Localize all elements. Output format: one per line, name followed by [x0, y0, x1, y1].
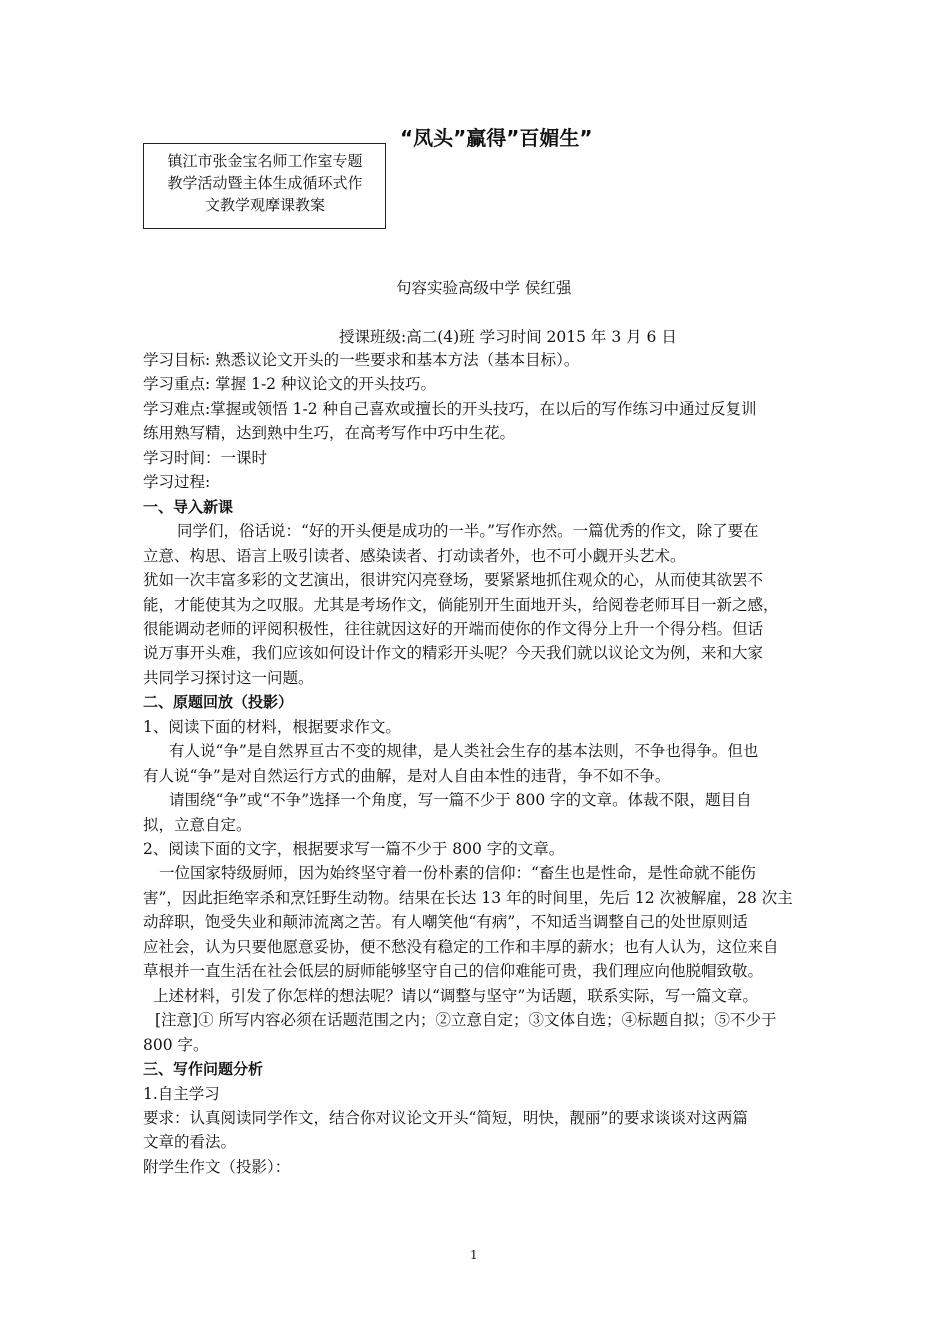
- body-line: 能，才能使其为之叹服。尤其是考场作文，倘能别开生面地开头，给阅卷老师耳目一新之感，: [143, 595, 779, 614]
- body-line: 学习过程:: [143, 473, 211, 492]
- page-number: 1: [470, 1248, 478, 1262]
- body-line: 动辞职，饱受失业和颠沛流离之苦。有人嘲笑他“有病”，不知适当调整自己的处世原则适: [143, 913, 748, 932]
- body-line: 请围绕“争”或“不争”选择一个角度，写一篇不少于 800 字的文章。体裁不限，题目自: [169, 791, 752, 810]
- body-line: 犹如一次丰富多彩的文艺演出，很讲究闪亮登场，要紧紧地抓住观众的心，从而使其欲罢不: [143, 571, 764, 590]
- class-info-line: 授课班级:高二(4)班 学习时间 2015 年 3 月 6 日: [339, 328, 677, 346]
- body-line: 文章的看法。: [143, 1133, 237, 1152]
- body-line: 要求：认真阅读同学作文，结合你对议论文开头“简短，明快，靓丽”的要求谈谈对这两篇: [143, 1108, 748, 1127]
- header-box-line: 镇江市张金宝名师工作室专题: [167, 152, 363, 170]
- body-line: 应社会，认为只要他愿意妥协，便不愁没有稳定的工作和丰厚的薪水；也有人认为，这位来自: [143, 937, 779, 956]
- section-heading: 三、写作问题分析: [143, 1060, 264, 1079]
- header-box-line: 文教学观摩课教案: [204, 196, 325, 214]
- body-line: 学习重点: 掌握 1-2 种议论文的开头技巧。: [143, 375, 436, 394]
- body-line: 附学生作文（投影）：: [143, 1157, 291, 1176]
- header-box-line: 教学活动暨主体生成循环式作: [167, 174, 363, 192]
- body-line: 共同学习探讨这一问题。: [143, 668, 314, 687]
- author-line: 句容实验高级中学 侯红强: [396, 279, 572, 297]
- body-line: 说万事开头难，我们应该如何设计作文的精彩开头呢？今天我们就以议论文为例，来和大家: [143, 644, 764, 663]
- body-line: 立意、构思、语言上吸引读者、感染读者、打动读者外，也不可小觑开头艺术。: [143, 546, 686, 565]
- body-line: 上述材料，引发了你怎样的想法呢？请以“调整与坚守”为话题，联系实际，写一篇文章。: [153, 986, 758, 1005]
- body-line: 学习目标: 熟悉议论文开头的一些要求和基本方法（基本目标）。: [143, 351, 580, 369]
- body-line: 学习难点:掌握或领悟 1-2 种自己喜欢或擅长的开头技巧，在以后的写作练习中通过反复训: [143, 399, 757, 418]
- body-line: 1、阅读下面的材料，根据要求作文。: [143, 717, 401, 736]
- body-line: 同学们，俗话说：“好的开头便是成功的一半。”写作亦然。一篇优秀的作文，除了要在: [177, 522, 759, 541]
- body-line: 1.自主学习: [143, 1084, 220, 1103]
- section-heading: 二、原题回放（投影）: [143, 693, 294, 712]
- body-line: 学习时间：一课时: [143, 448, 268, 467]
- section-heading: 一、导入新课: [143, 497, 234, 516]
- body-line: [注意]① 所写内容必须在话题范围之内；②立意自定；③文体自选；④标题自拟；⑤不少于: [155, 1011, 777, 1030]
- document-title: “凤头”赢得”百媚生”: [400, 126, 593, 150]
- body-line: 800 字。: [143, 1035, 209, 1054]
- body-line: 草根并一直生活在社会低层的厨师能够坚守自己的信仰难能可贵，我们理应向他脱帽致敬。: [143, 962, 764, 981]
- header-box-text: [147, 150, 383, 216]
- body-line: 一位国家特级厨师，因为始终坚守着一份朴素的信仰：“畜生也是性命，是性命就不能伤: [159, 864, 756, 883]
- body-line: 很能调动老师的评阅积极性，往往就因这好的开端而使你的作文得分上升一个得分档。但话: [143, 619, 764, 638]
- body-line: 害”，因此拒绝宰杀和烹饪野生动物。结果在长达 13 年的时间里，先后 12 次被解雇，28 次主: [143, 888, 793, 907]
- body-line: 有人说“争”是自然界亘古不变的规律，是人类社会生存的基本法则，不争也得争。但也: [169, 742, 759, 761]
- body-line: 拟，立意自定。: [143, 815, 252, 834]
- body-line: 有人说“争”是对自然运行方式的曲解，是对人自由本性的违背，争不如不争。: [143, 766, 671, 785]
- body-line: 2、阅读下面的文字，根据要求写一篇不少于 800 字的文章。: [143, 840, 565, 858]
- body-line: 练用熟写精，达到熟中生巧，在高考写作中巧中生花。: [143, 424, 516, 443]
